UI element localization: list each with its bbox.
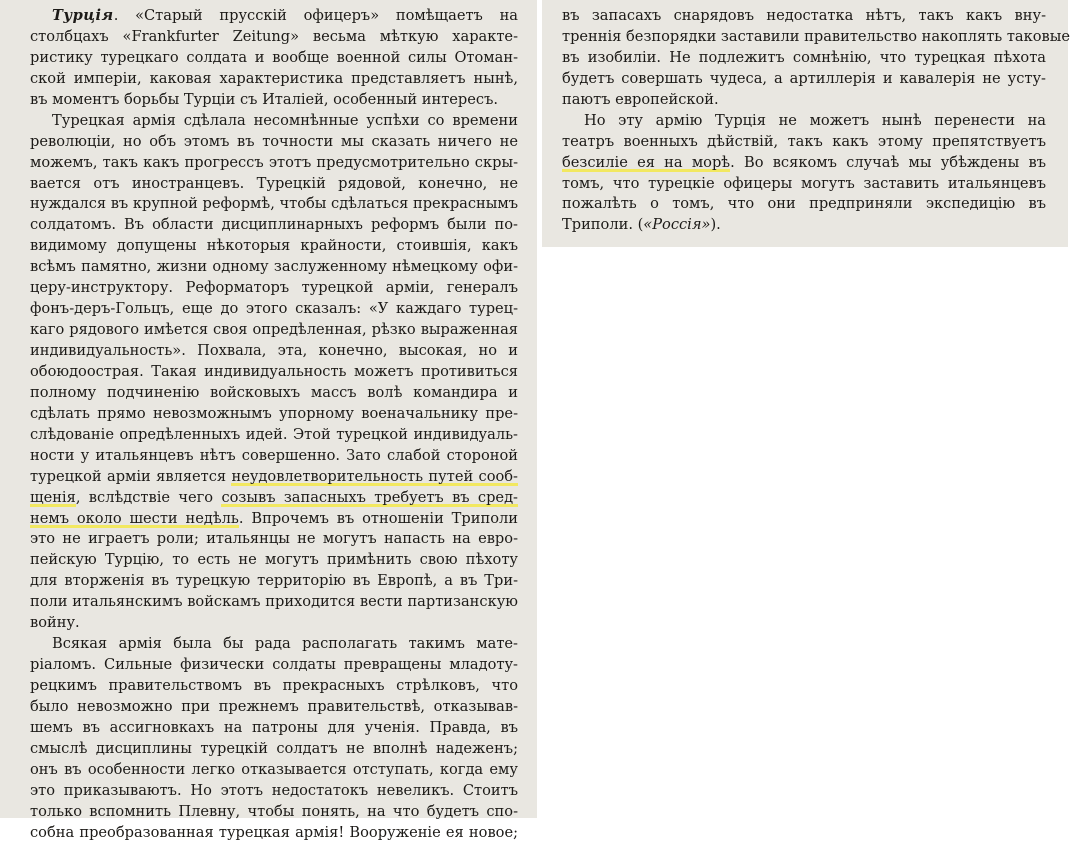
text-line — [30, 6, 518, 27]
text-line: Но эту армію Турція не можетъ нынѣ перенести на — [584, 111, 1046, 129]
text-line — [30, 467, 518, 488]
text-line: слѣдованіе опредѣленныхъ идей. Этой турецкой индивидуаль- — [30, 425, 518, 443]
highlighted-text: созывъ запасныхъ требуетъ въ сред- — [221, 488, 518, 506]
text-line: онъ въ особенности легко отказывается отступать, когда ему — [30, 760, 518, 778]
text-line: только вспомнить Плевну, чтобы понять, на что будетъ спо- — [30, 802, 518, 820]
text-line: томъ, что турецкіе офицеры могутъ заставить итальянцевъ — [562, 174, 1046, 192]
text-line: вается отъ иностранцевъ. Турецкій рядовой, конечно, не — [30, 174, 518, 192]
text-line: сдѣлать прямо невозможнымъ упорному военачальнику пре- — [30, 404, 518, 422]
text-line: столбцахъ «Frankfurter Zeitung» весьма мѣткую характе- — [30, 27, 518, 45]
text-line: поли итальянскимъ войскамъ приходится вести партизанскую — [30, 593, 518, 611]
text-line: можемъ, такъ какъ прогрессъ этотъ предусмотрительно скры- — [30, 153, 518, 171]
text-line: церу-инструктору. Реформаторъ турецкой арміи, генералъ — [30, 279, 518, 297]
text-line: всѣмъ памятно, жизни одному заслуженному нѣмецкому офи- — [30, 258, 518, 276]
text-line: каго рядового имѣется своя опредѣленная, рѣзко выраженная — [30, 321, 518, 339]
line-text: . Во всякомъ случаѣ мы убѣждены въ — [730, 153, 1046, 171]
line-text: ). — [710, 216, 721, 234]
text-line: для вторженія въ турецкую территорію въ Европѣ, а въ Три- — [30, 572, 518, 590]
text-line: ности у итальянцевъ нѣтъ совершенно. Зато слабой стороной — [30, 446, 518, 464]
left-article-clip — [0, 0, 537, 841]
text-line: Турецкая армія сдѣлала несомнѣнные успѣхи со времени — [52, 111, 518, 129]
text-line: въ запасахъ снарядовъ недостатка нѣтъ, такъ какъ вну- — [562, 7, 1046, 24]
text-line: будетъ совершать чудеса, а артиллерія и кавалерія не усту- — [562, 69, 1046, 87]
left-text-column — [30, 6, 518, 844]
text-line: полному подчиненію войсковыхъ массъ волѣ командира и — [30, 383, 518, 401]
highlighted-text: щенія — [30, 488, 76, 506]
text-line — [562, 215, 1046, 236]
text-line: видимому допущены нѣкоторыя крайности, стоившія, какъ — [30, 237, 518, 255]
text-line: ристику турецкаго солдата и вообще военной силы Отоман- — [30, 48, 518, 66]
text-line: шемъ въ ассигновкахъ на патроны для ученія. Правда, въ — [30, 718, 518, 736]
highlighted-text: безсиліе ея на морѣ — [562, 153, 731, 171]
line-text: Триполи. ( — [562, 216, 644, 234]
text-line — [562, 153, 1046, 174]
text-line: солдатомъ. Въ области дисциплинарныхъ реформъ были по- — [30, 216, 518, 234]
line-text: турецкой арміи является — [30, 467, 232, 485]
text-line: треннія безпорядки заставили правительство накоплять таковые — [562, 27, 1070, 45]
highlighted-text: немъ около шести недѣль — [30, 509, 239, 527]
text-line: ріаломъ. Сильные физически солдаты превращены младоту- — [30, 656, 518, 674]
line-text: . Впрочемъ въ отношеніи Триполи — [238, 509, 518, 527]
text-line: ской имперіи, каковая характеристика представляетъ нынѣ, — [30, 69, 518, 87]
text-line: театръ военныхъ дѣйствій, такъ какъ этому препятствуетъ — [562, 132, 1046, 150]
text-line: въ моментъ борьбы Турціи съ Италіей, особенный интересъ. — [30, 90, 498, 108]
text-line: фонъ-деръ-Гольцъ, еще до этого сказалъ: «У каждаго турец- — [30, 300, 518, 318]
text-line: революціи, но объ этомъ въ точности мы сказать ничего не — [30, 132, 518, 150]
text-line — [30, 509, 518, 530]
text-line: собна преобразованная турецкая армія! Вооруженіе ея новое; — [30, 823, 518, 841]
text-line: это не играетъ роли; итальянцы не могутъ напасть на евро- — [30, 530, 518, 548]
text-line: было невозможно при прежнемъ правительствѣ, отказывав- — [30, 697, 518, 715]
text-line — [30, 488, 518, 509]
text-line: Всякая армія была бы рада располагать такимъ мате- — [52, 635, 518, 653]
right-article-clip — [542, 0, 1068, 247]
text-line: въ изобиліи. Не подлежитъ сомнѣнію, что турецкая пѣхота — [562, 48, 1046, 66]
right-text-column — [562, 6, 1070, 236]
text-line: нуждался въ крупной реформѣ, чтобы сдѣлаться прекраснымъ — [30, 195, 519, 213]
line-text: . «Старый прусскій офицеръ» помѣщаетъ на — [113, 7, 518, 24]
text-line: индивидуальность». Похвала, эта, конечно, высокая, но и — [30, 342, 518, 359]
line-text: , вслѣдствіе чего — [75, 488, 222, 506]
text-line: паютъ европейской. — [562, 90, 719, 108]
text-line: обоюдоострая. Такая индивидуальность можетъ противиться — [30, 362, 518, 380]
source-citation: «Россія» — [643, 216, 711, 234]
section-heading: Турція — [52, 7, 114, 24]
text-line: пейскую Турцію, то есть не могутъ примѣнить свою пѣхоту — [30, 551, 518, 569]
text-line: войну. — [30, 614, 80, 632]
text-line: это приказываютъ. Но этотъ недостатокъ невеликъ. Стоитъ — [30, 781, 518, 799]
text-line: пожалѣть о томъ, что они предприняли экспедицію въ — [562, 195, 1046, 213]
text-line: рецкимъ правительствомъ въ прекрасныхъ стрѣлковъ, что — [30, 677, 518, 694]
highlighted-text: неудовлетворительность путей сооб- — [231, 467, 518, 485]
text-line: смыслѣ дисциплины турецкій солдатъ не вполнѣ надеженъ; — [30, 739, 518, 757]
